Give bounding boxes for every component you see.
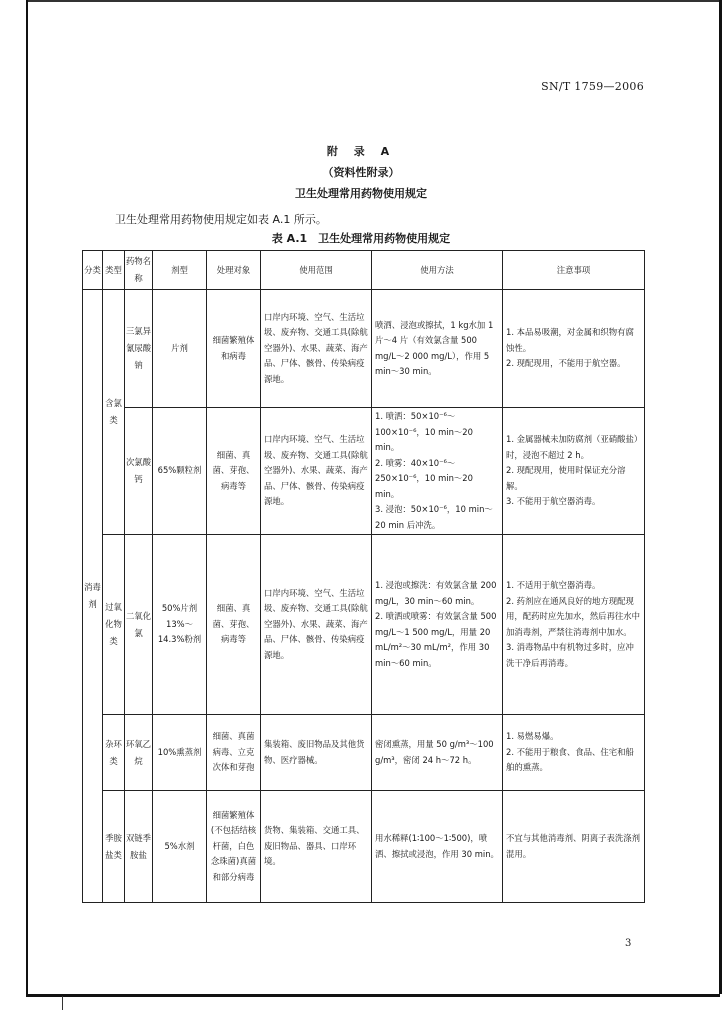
form-cell: 片剂 [153,290,207,408]
notes-cell: 1. 易燃易爆。 2. 不能用于粮食、食品、住宅和船舶的熏蒸。 [503,715,645,791]
scan-bottom-border [26,994,720,997]
header-drug: 药物名称 [125,251,153,290]
header-scope: 使用范围 [261,251,372,290]
target-cell: 细菌、真菌、芽孢、病毒等 [207,408,261,535]
type-cell: 季胺盐类 [103,791,125,903]
target-cell: 细菌、真菌病毒、立克次体和芽孢 [207,715,261,791]
disinfectant-table [82,250,645,903]
notes-cell: 1. 本品易吸潮，对金属和织物有腐蚀性。 2. 现配现用，不能用于航空器。 [503,290,645,408]
method-cell: 喷洒、浸泡或擦拭，1 kg水加 1 片～4 片（有效氯含量 500 mg/L～2 000 mg/L），作用 5 min～30 min。 [372,290,503,408]
appendix-name: 卫生处理常用药物使用规定 [295,187,427,200]
method-cell: 1. 喷洒：50×10⁻⁶～100×10⁻⁶，10 min～20 min。 2. 喷雾：40×10⁻⁶～250×10⁻⁶，10 min～20 min。 3. 浸泡：50×10⁻⁶，10 min～20 min 后冲洗。 [372,408,503,535]
form-cell: 10%熏蒸剂 [153,715,207,791]
table-row [83,408,645,535]
drug-cell: 三氯异氰尿酸钠 [125,290,153,408]
form-cell: 5%水剂 [153,791,207,903]
intro-paragraph: 卫生处理常用药物使用规定如表 A.1 所示。 [115,213,327,226]
form-cell: 50%片剂 13%～14.3%粉剂 [153,535,207,715]
table-header-row [83,251,645,290]
method-cell: 1. 浸泡或擦洗：有效氯含量 200 mg/L，30 min～60 min。 2. 喷洒或喷雾：有效氯含量 500 mg/L～1 500 mg/L，用量 20 mL/m²～30 mL/m²，作用 30 min～60 min。 [372,535,503,715]
table-row [83,290,645,408]
table-row [83,791,645,903]
notes-cell: 不宜与其他消毒剂、阴离子表洗涤剂混用。 [503,791,645,903]
method-cell: 密闭熏蒸，用量 50 g/m³～100 g/m³，密闭 24 h～72 h。 [372,715,503,791]
target-cell: 细菌、真菌、芽孢、病毒等 [207,535,261,715]
header-target: 处理对象 [207,251,261,290]
target-cell: 细菌繁殖体(不包括结核杆菌，白色念珠菌)真菌和部分病毒 [207,791,261,903]
scope-cell: 货物、集装箱、交通工具、废旧物品、器具、口岸环境。 [261,791,372,903]
table-caption: 表 A.1 卫生处理常用药物使用规定 [271,232,451,245]
scope-cell: 口岸内环境、空气、生活垃圾、废弃物、交通工具(除航空器外)、水果、蔬菜、海产品、尸体、骸骨、传染病疫源地。 [261,408,372,535]
header-method: 使用方法 [372,251,503,290]
header-category: 分类 [83,251,103,290]
header-notes: 注意事项 [503,251,645,290]
scope-cell: 口岸内环境、空气、生活垃圾、废弃物、交通工具(除航空器外)、水果、蔬菜、海产品、尸体、骸骨、传染病疫源地。 [261,535,372,715]
scan-mark [62,996,63,1010]
drug-cell: 环氧乙烷 [125,715,153,791]
target-cell: 细菌繁殖体和病毒 [207,290,261,408]
type-cell: 含氯类 [103,290,125,535]
notes-cell: 1. 金属器械未加防腐剂（亚硝酸盐）时，浸泡不超过 2 h。 2. 现配现用，使用时保证充分溶解。 3. 不能用于航空器消毒。 [503,408,645,535]
standard-number: SN/T 1759—2006 [541,80,644,93]
table-row [83,535,645,715]
category-cell: 消毒剂 [83,290,103,903]
form-cell: 65%颗粒剂 [153,408,207,535]
appendix-type: （资料性附录） [322,166,400,179]
drug-cell: 双链季胺盐 [125,791,153,903]
drug-cell: 二氧化氯 [125,535,153,715]
scan-top-border [28,0,722,2]
appendix-title: 附 录 A [326,145,396,158]
header-type: 类型 [103,251,125,290]
header-form: 剂型 [153,251,207,290]
scope-cell: 口岸内环境、空气、生活垃圾、废弃物、交通工具(除航空器外)、水果、蔬菜、海产品、尸体、骸骨、传染病疫源地。 [261,290,372,408]
method-cell: 用水稀释(1∶100～1∶500)，喷洒、擦拭或浸泡，作用 30 min。 [372,791,503,903]
type-cell: 杂环类 [103,715,125,791]
drug-cell: 次氯酸钙 [125,408,153,535]
notes-cell: 1. 不适用于航空器消毒。 2. 药剂应在通风良好的地方现配现用，配药时应先加水，然后再往水中加消毒剂，严禁往消毒剂中加水。 3. 消毒物品中有机物过多时，应冲洗干净后再消毒。 [503,535,645,715]
page-number: 3 [625,938,632,949]
type-cell: 过氧化物类 [103,535,125,715]
scope-cell: 集装箱、废旧物品及其他货物、医疗器械。 [261,715,372,791]
table-row [83,715,645,791]
